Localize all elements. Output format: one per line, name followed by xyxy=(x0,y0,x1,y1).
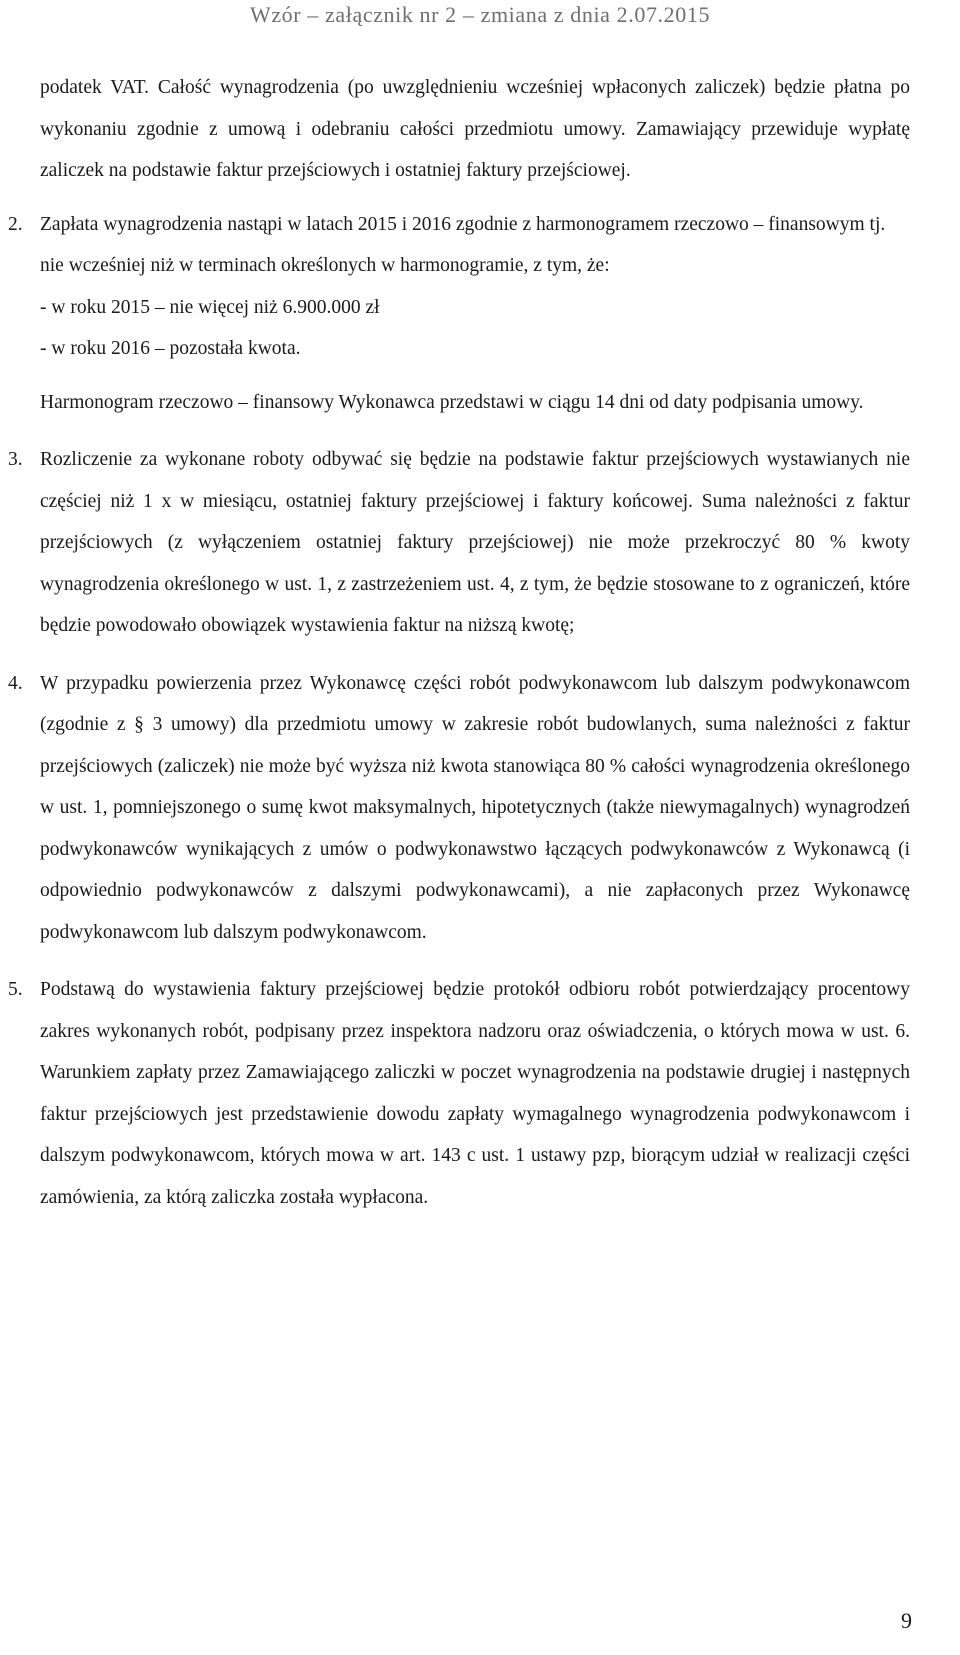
item-4-text: W przypadku powierzenia przez Wykonawcę części robót podwykonawcom lub dalszym podwykonawcom (zgodnie z § 3 umowy) dla przedmiotu umowy w zakresie robót budowlanych, suma należności z faktur przejściowych (zaliczek) nie może być wyższa niż kwota stanowiąca 80 % całości wynagrodzenia określonego w ust. 1, pomniejszonego o sumę kwot maksymalnych, hipotetycznych (także niewymagalnych) wynagrodzeń podwykonawców wynikających z umów o podwykonawstwo łączących podwykonawców z Wykonawcą (i odpowiednio podwykonawców z dalszymi podwykonawcami), a nie zapłaconych przez Wykonawcę podwykonawcom lub dalszym podwykonawcom. xyxy=(40,672,910,943)
item-number: 3. xyxy=(8,449,23,470)
page-number: 9 xyxy=(901,1608,912,1633)
item-number: 5. xyxy=(8,979,23,1000)
item-2-text: Zapłata wynagrodzenia nastąpi w latach 2015 i 2016 zgodnie z harmonogramem rzeczowo – finansowym tj. nie wcześniej niż w terminach określonych w harmonogramie, z tym, że: xyxy=(40,213,886,276)
item-2-line-2016: - w roku 2016 – pozostała kwota. xyxy=(40,338,301,359)
item-number: 2. xyxy=(8,213,23,235)
item-5 xyxy=(8,969,910,1218)
item-number: 4. xyxy=(8,672,23,694)
item-2 xyxy=(8,204,910,424)
item-2-line-2015: - w roku 2015 – nie więcej niż 6.900.000 zł xyxy=(40,296,380,318)
page-header: Wzór – załącznik nr 2 – zmiana z dnia 2.07.2015 xyxy=(249,2,711,27)
paragraph-continuation: podatek VAT. Całość wynagrodzenia (po uwzględnieniu wcześniej wpłaconych zaliczek) będzie płatna po wykonaniu zgodnie z umową i odebraniu całości przedmiotu umowy. Zamawiający przewiduje wypłatę zaliczek na podstawie faktur przejściowych i ostatniej faktury przejściowej. xyxy=(40,77,910,181)
item-3 xyxy=(8,439,910,647)
item-4 xyxy=(8,663,910,954)
item-5-text: Podstawą do wystawienia faktury przejściowej będzie protokół odbioru robót potwierdzający procentowy zakres wykonanych robót, podpisany przez inspektora nadzoru oraz oświadczenia, o których mowa w ust. 6. Warunkiem zapłaty przez Zamawiającego zaliczki w poczet wynagrodzenia na podstawie drugiej i następnych faktur przejściowych jest przedstawienie dowodu zapłaty wymagalnego wynagrodzenia podwykonawcom i dalszym podwykonawcom, których mowa w art. 143 c ust. 1 ustawy pzp, biorącym udział w realizacji części zamówienia, za którą zaliczka została wypłacona. xyxy=(40,979,910,1208)
document-body xyxy=(8,67,910,1218)
item-3-text: Rozliczenie za wykonane roboty odbywać się będzie na podstawie faktur przejściowych wystawianych nie częściej niż 1 x w miesiącu, ostatniej faktury przejściowej i faktury końcowej. Suma należności z faktur przejściowych (z wyłączeniem ostatniej faktury przejściowej) nie może przekroczyć 80 % kwoty wynagrodzenia określonego w ust. 1, z zastrzeżeniem ust. 4, z tym, że będzie stosowane to z ograniczeń, które będzie powodowało obowiązek wystawienia faktur na niższą kwotę; xyxy=(40,449,910,636)
item-2-harmonogram: Harmonogram rzeczowo – finansowy Wykonawca przedstawi w ciągu 14 dni od daty podpisania umowy. xyxy=(40,391,864,413)
